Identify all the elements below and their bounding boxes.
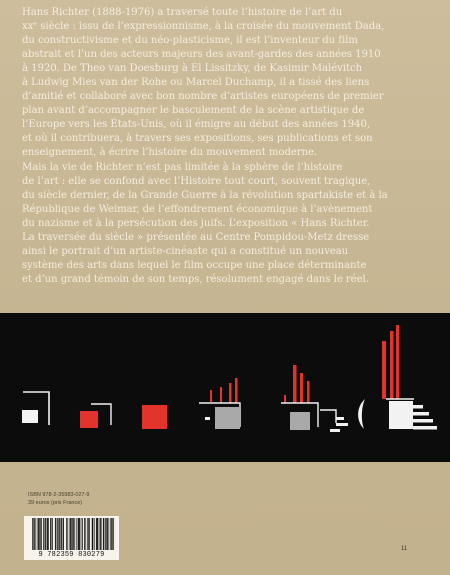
blurb-line: à Ludwig Mies van der Rohe ou Marcel Duchamp, il a tissé des liens: [22, 77, 370, 89]
blurb-line: xxᵉ siècle : issu de l’expressionnisme, à la croisée du mouvement Dada,: [22, 21, 385, 33]
blurb-line: plan avant d’accompagner le basculement de la scène artistique de: [22, 105, 365, 117]
blurb-line: abstrait et l’un des acteurs majeurs des avant-gardes des années 1910: [22, 49, 381, 61]
barcode-bars: [24, 516, 119, 552]
red-bar: [307, 381, 310, 403]
barcode-bar: [45, 518, 46, 550]
red-bar: [229, 383, 232, 403]
red-bar: [220, 387, 222, 403]
barcode-bar: [88, 518, 89, 550]
white-step: [413, 405, 423, 409]
abstract-film-composition: [0, 313, 450, 462]
white-step: [336, 423, 348, 426]
barcode-bar: [104, 518, 105, 550]
shape-group-7: [358, 399, 365, 429]
barcode-bar: [89, 518, 90, 550]
blurb-line: Mais la vie de Richter n’est pas limitée à la sphère de l’histoire: [22, 161, 343, 173]
barcode-bar: [73, 518, 74, 550]
blurb-line: enseignement, à écrire l’histoire du mouvement moderne.: [22, 147, 318, 159]
white-block: [389, 401, 413, 429]
bracket-line: [320, 410, 336, 423]
barcode-bar: [40, 518, 41, 550]
price-text: 39 euros (prix France): [28, 500, 83, 506]
barcode-bar: [112, 518, 113, 550]
barcode-bar: [92, 518, 93, 550]
red-bar: [235, 378, 238, 403]
barcode-bar: [81, 518, 82, 550]
white-dash: [205, 417, 210, 420]
blurb-line: République de Weimar, de l’effondrement économique à l’avènement: [22, 203, 373, 215]
barcode-bar: [103, 518, 104, 550]
blurb-line: de l’art : elle se confond avec l’Histoire tout court, souvent tragique,: [22, 175, 371, 187]
barcode-bar: [106, 518, 107, 550]
barcode-bar: [32, 518, 33, 550]
barcode-bar: [38, 518, 39, 550]
white-step: [413, 426, 437, 430]
page-number: 11: [401, 546, 408, 552]
isbn-info: [28, 491, 89, 507]
barcode-bar: [78, 518, 79, 550]
barcode-digits: 9 782359 830279: [24, 551, 119, 559]
barcode-bar: [74, 518, 75, 550]
barcode-bar: [59, 518, 60, 550]
barcode-bar: [105, 518, 106, 550]
barcode-bar: [56, 518, 57, 550]
white-crescent: [358, 399, 365, 429]
white-step: [413, 419, 433, 423]
red-bar: [382, 341, 386, 399]
red-bar: [300, 373, 303, 403]
red-square: [80, 411, 98, 428]
barcode-bar: [67, 518, 68, 550]
blurb-line: système des arts dans lequel le film occupe une place déterminante: [22, 259, 367, 271]
barcode-bar: [71, 518, 72, 550]
barcode-bar: [92, 518, 93, 550]
blurb-line: du nazisme et à la persécution des juifs. L’exposition « Hans Richter.: [22, 217, 370, 229]
barcode-bar: [96, 518, 97, 550]
shape-group-4: [199, 378, 240, 429]
barcode-bar: [87, 518, 88, 550]
barcode-bar: [63, 518, 64, 550]
isbn-number: ISBN 978-2-35983-027-9: [28, 492, 90, 498]
white-step: [330, 429, 340, 432]
barcode-bar: [111, 518, 112, 550]
red-bar: [293, 365, 297, 403]
barcode-bar: [100, 518, 101, 550]
barcode-bar: [47, 518, 48, 550]
barcode-bar: [70, 518, 71, 550]
blurb-line: d’amitié et collaboré avec bon nombre d’artistes européens de premier: [22, 91, 384, 103]
barcode-bar: [55, 518, 56, 550]
barcode-bar: [101, 518, 102, 550]
film-still-band: [0, 313, 450, 462]
barcode-bar: [39, 518, 40, 550]
barcode-bar: [47, 518, 48, 550]
barcode-bar: [58, 518, 59, 550]
barcode-bar: [41, 518, 42, 550]
grey-square: [215, 407, 240, 429]
grey-square: [290, 412, 310, 430]
barcode-bar: [48, 518, 49, 550]
barcode-bar: [35, 518, 36, 550]
blurb-line: et où il contribuera, à travers ses expositions, ses publications et son: [22, 133, 373, 145]
red-square: [142, 405, 167, 429]
barcode-bar: [107, 518, 108, 550]
white-step: [336, 417, 344, 420]
red-bar: [210, 390, 212, 402]
blurb-line: La traversée du siècle » présentée au Centre Pompidou-Metz dresse: [22, 231, 370, 243]
blurb-line: ainsi le portrait d’un artiste-cinéaste qui a constitué un nouveau: [22, 245, 349, 257]
barcode-bar: [97, 518, 98, 550]
white-step: [413, 412, 429, 416]
blurb-line: du constructivisme et du néo-plasticisme, il est l’inventeur du film: [22, 35, 358, 47]
barcode-bar: [85, 518, 86, 550]
red-bar: [390, 331, 394, 399]
barcode-bar: [34, 518, 35, 550]
white-square: [22, 410, 38, 423]
barcode-bar: [99, 518, 100, 550]
barcode-bar: [72, 518, 73, 550]
blurb-line: du siècle dernier, de la Grande Guerre à la révolution spartakiste et à la: [22, 189, 388, 201]
blurb-text: [22, 6, 434, 287]
barcode-bar: [61, 518, 62, 550]
blurb-line: à 1920. De Theo van Doesburg à El Lissitzky, de Kasimir Malévitch: [22, 63, 363, 75]
blurb-line: et d’un grand témoin de son temps, résolument engagé dans le réel.: [22, 273, 369, 285]
barcode-bar: [50, 518, 51, 550]
red-bar: [284, 395, 286, 403]
barcode-bar: [94, 518, 95, 550]
barcode-bar: [108, 518, 109, 550]
barcode-bar: [38, 518, 39, 550]
barcode: [24, 516, 119, 560]
barcode-bar: [70, 518, 71, 550]
blurb-line: Hans Richter (1888-1976) a traversé toute l’histoire de l’art du: [22, 7, 343, 18]
barcode-bar: [113, 518, 114, 550]
shape-group-3: [142, 405, 167, 429]
barcode-bar: [79, 518, 80, 550]
shape-group-5: [281, 365, 318, 430]
barcode-bar: [33, 518, 34, 550]
barcode-bar: [51, 518, 52, 550]
shape-group-6: [320, 410, 348, 432]
barcode-bar: [76, 518, 77, 550]
barcode-bar: [63, 518, 64, 550]
red-bar: [396, 325, 399, 399]
barcode-bar: [66, 518, 67, 550]
barcode-bar: [43, 518, 44, 550]
blurb-line: l’Europe vers les États-Unis, où il émigre au début des années 1940,: [22, 119, 371, 131]
barcode-bar: [52, 518, 53, 550]
barcode-bar: [45, 518, 46, 550]
barcode-bar: [82, 518, 83, 550]
barcode-bar: [60, 518, 61, 550]
barcode-bar: [110, 518, 111, 550]
barcode-bar: [79, 518, 80, 550]
shape-group-8: [382, 325, 437, 430]
barcode-bar: [57, 518, 58, 550]
barcode-bar: [97, 518, 98, 550]
shape-group-2: [80, 404, 111, 428]
shape-group-1: [22, 392, 49, 425]
barcode-bar: [84, 518, 85, 550]
